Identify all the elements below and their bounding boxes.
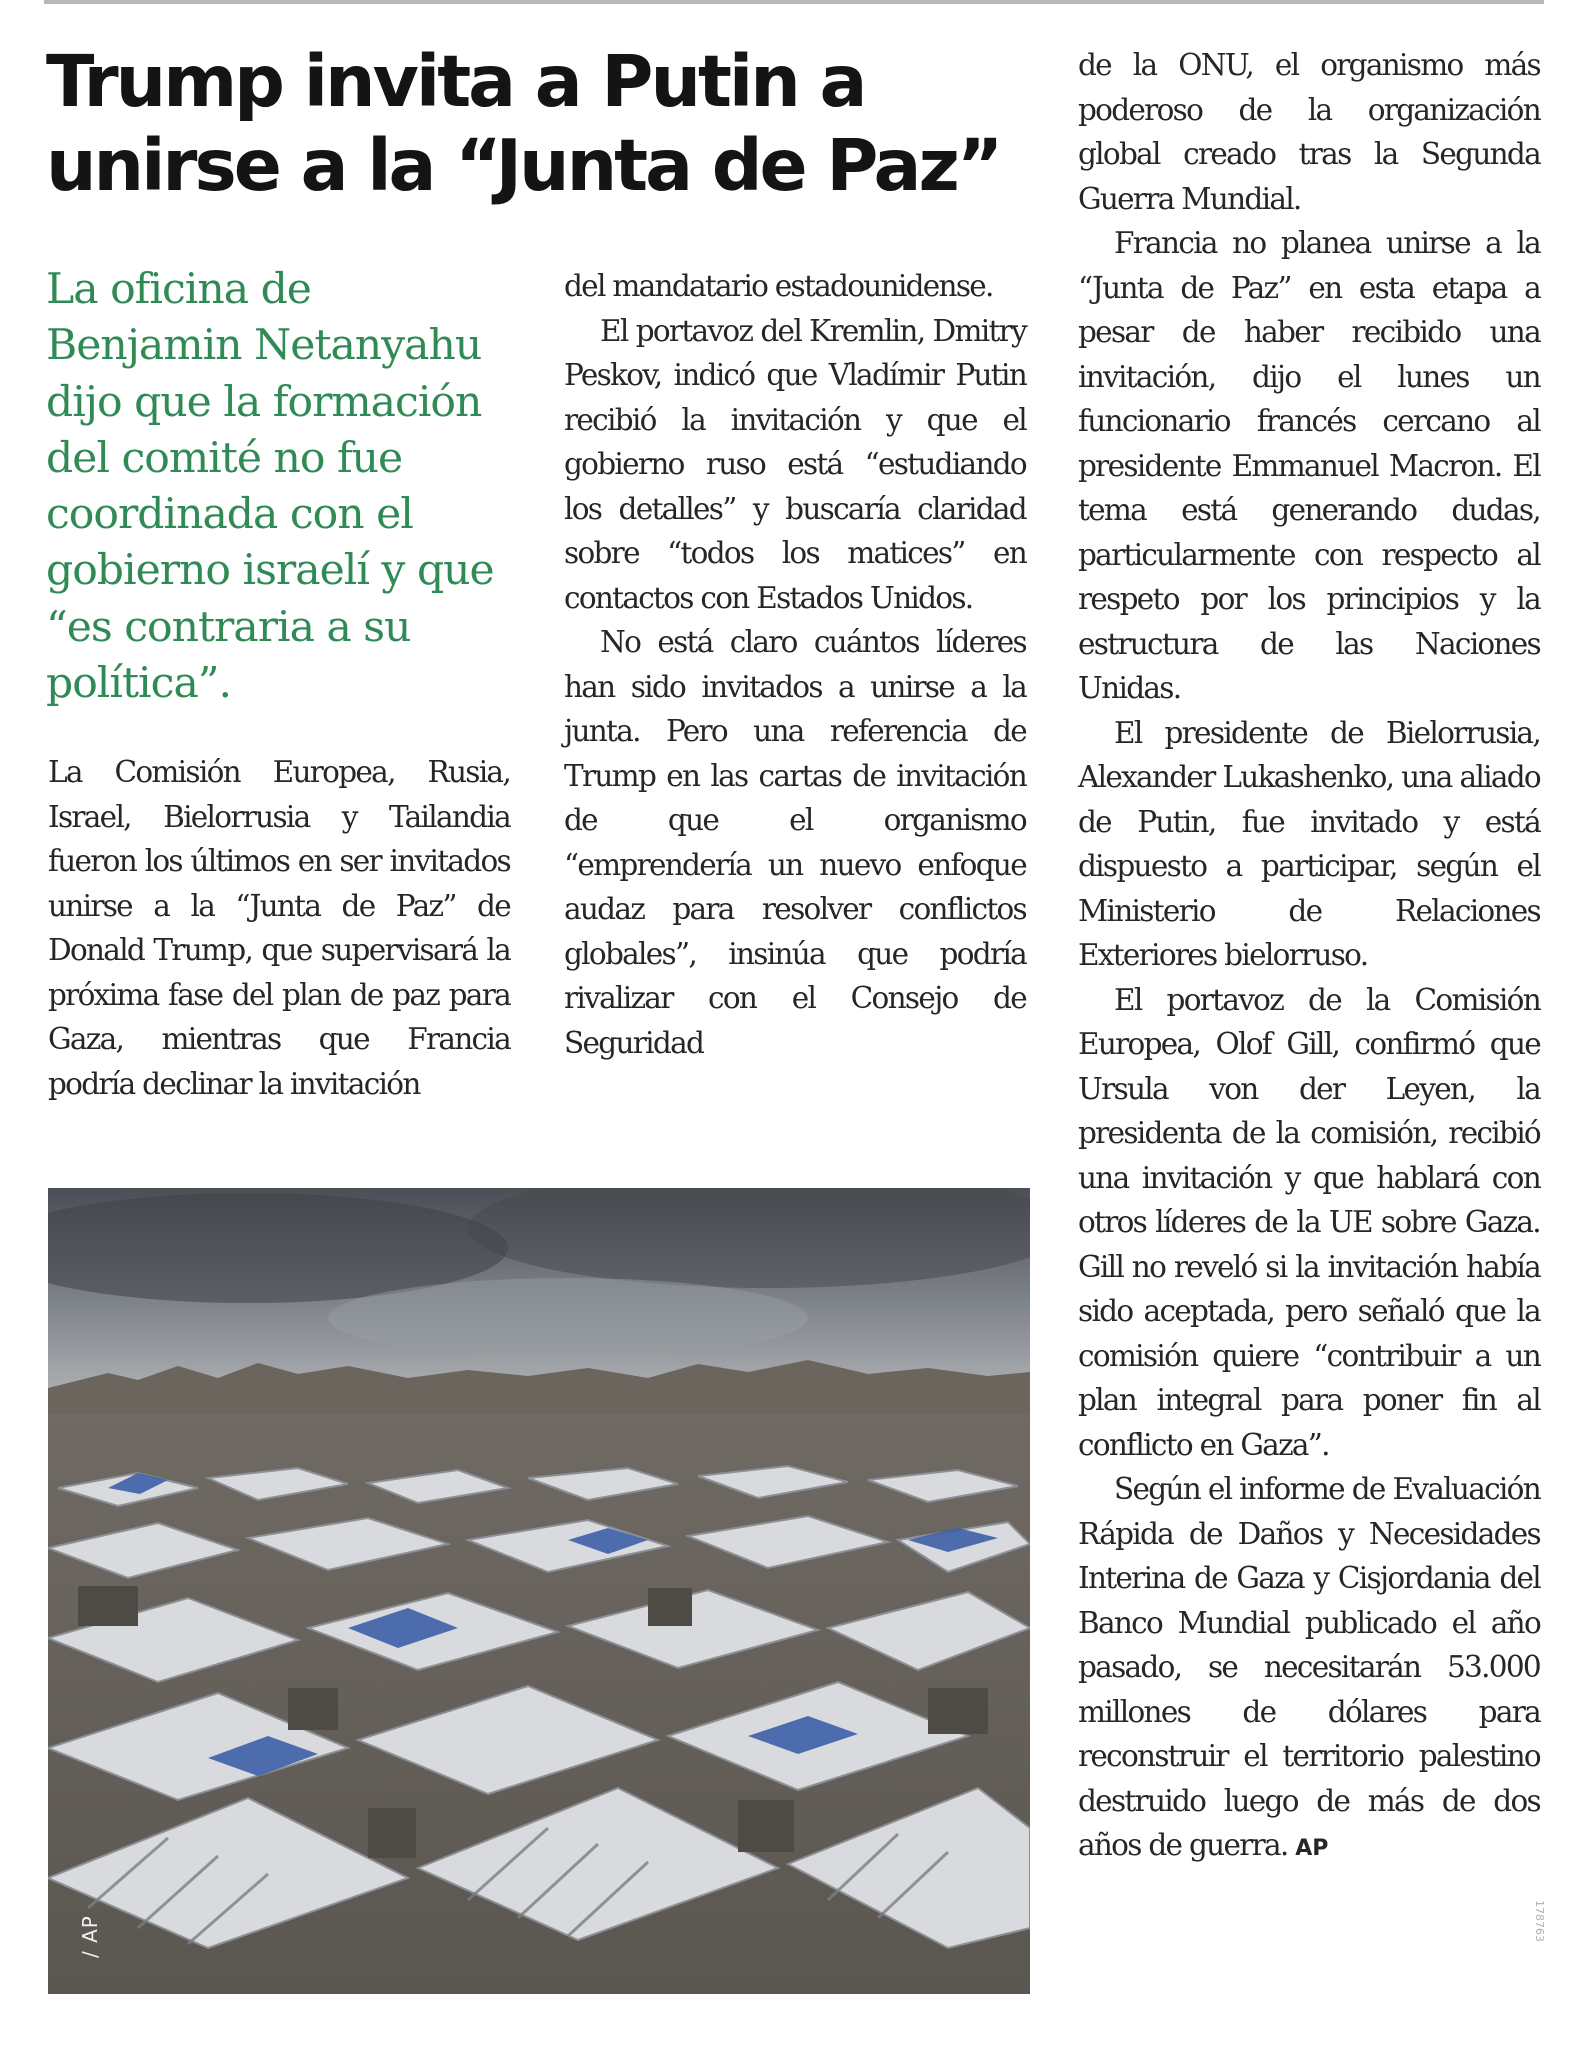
tent-camp-photo (48, 1188, 1030, 1994)
top-rule (44, 0, 1544, 4)
column-2 (564, 264, 1026, 1065)
column-1 (48, 750, 510, 1106)
headline: Trump invita a Putin a unirse a la “Junta de Paz” (46, 40, 1001, 207)
side-code: 178763 (1533, 1900, 1546, 1942)
col3-paragraph-5-text: Según el informe de Evaluación Rápida de Daños y Necesidades Interina de Gaza y Cisjordania del Banco Mundial publicado el año pasado, se necesitarán 53.000 millones de dólares para reconstruir el territorio palestino destruido luego de más de dos años de guerra. (1078, 1472, 1540, 1862)
col3-paragraph-3: El presidente de Bielorrusia, Alexander Lukashenko, una aliado de Putin, fue invitado y está dispuesto a participar, según el Ministerio de Relaciones Exteriores bielorruso. (1078, 715, 1540, 972)
col3-paragraph-1: de la ONU, el organismo más poderoso de la organización global creado tras la Segunda Guerra Mundial. (1078, 48, 1540, 216)
col2-paragraph-2: El portavoz del Kremlin, Dmitry Peskov, indicó que Vladímir Putin recibió la invitación y que el gobierno ruso está “estudiando los detalles” y buscaría claridad sobre “todos los matices” en contactos con Estados Unidos. (564, 313, 1026, 615)
column-3 (1078, 43, 1540, 1872)
col1-paragraph-1: La Comisión Europea, Rusia, Israel, Bielorrusia y Tailandia fueron los últimos en ser invitados unirse a la “Junta de Paz” de Donald Trump, que supervisará la próxima fase del plan de paz para Gaza, mientras que Francia podría declinar la invitación (48, 755, 510, 1101)
col3-paragraph-4: El portavoz de la Comisión Europea, Olof Gill, confirmó que Ursula von der Leyen, la presidenta de la comisión, recibió una invitación y que hablará con otros líderes de la UE sobre Gaza. Gill no reveló si la invitación había sido aceptada, pero señaló que la comisión quiere “contribuir a un plan integral para poner fin al conflicto en Gaza”. (1078, 982, 1540, 1462)
col3-paragraph-5 (1078, 1467, 1540, 1872)
photo-credit: / AP (78, 1915, 102, 1958)
col2-paragraph-1: del mandatario estadounidense. (564, 269, 993, 303)
col3-paragraph-2: Francia no planea unirse a la “Junta de Paz” en esta etapa a pesar de haber recibido una invitación, dijo el lunes un funcionario francés cercano al presidente Emmanuel Macron. El tema está generando dudas, particularmente con respecto al respeto por los principios y la estructura de las Naciones Unidas. (1078, 226, 1540, 705)
deck-summary: La oficina de Benjamin Netanyahu dijo que la formación del comité no fue coordinada con el gobierno israelí y que “es contraria a su política”. (46, 265, 494, 709)
photo-illustration (48, 1188, 1030, 1994)
article-credit: AP (1295, 1836, 1329, 1861)
col2-paragraph-3: No está claro cuántos líderes han sido invitados a unirse a la junta. Pero una referencia de Trump en las cartas de invitación de que el organismo “emprendería un nuevo enfoque audaz para resolver conflictos globales”, insinúa que podría rivalizar con el Consejo de Seguridad (564, 625, 1026, 1060)
